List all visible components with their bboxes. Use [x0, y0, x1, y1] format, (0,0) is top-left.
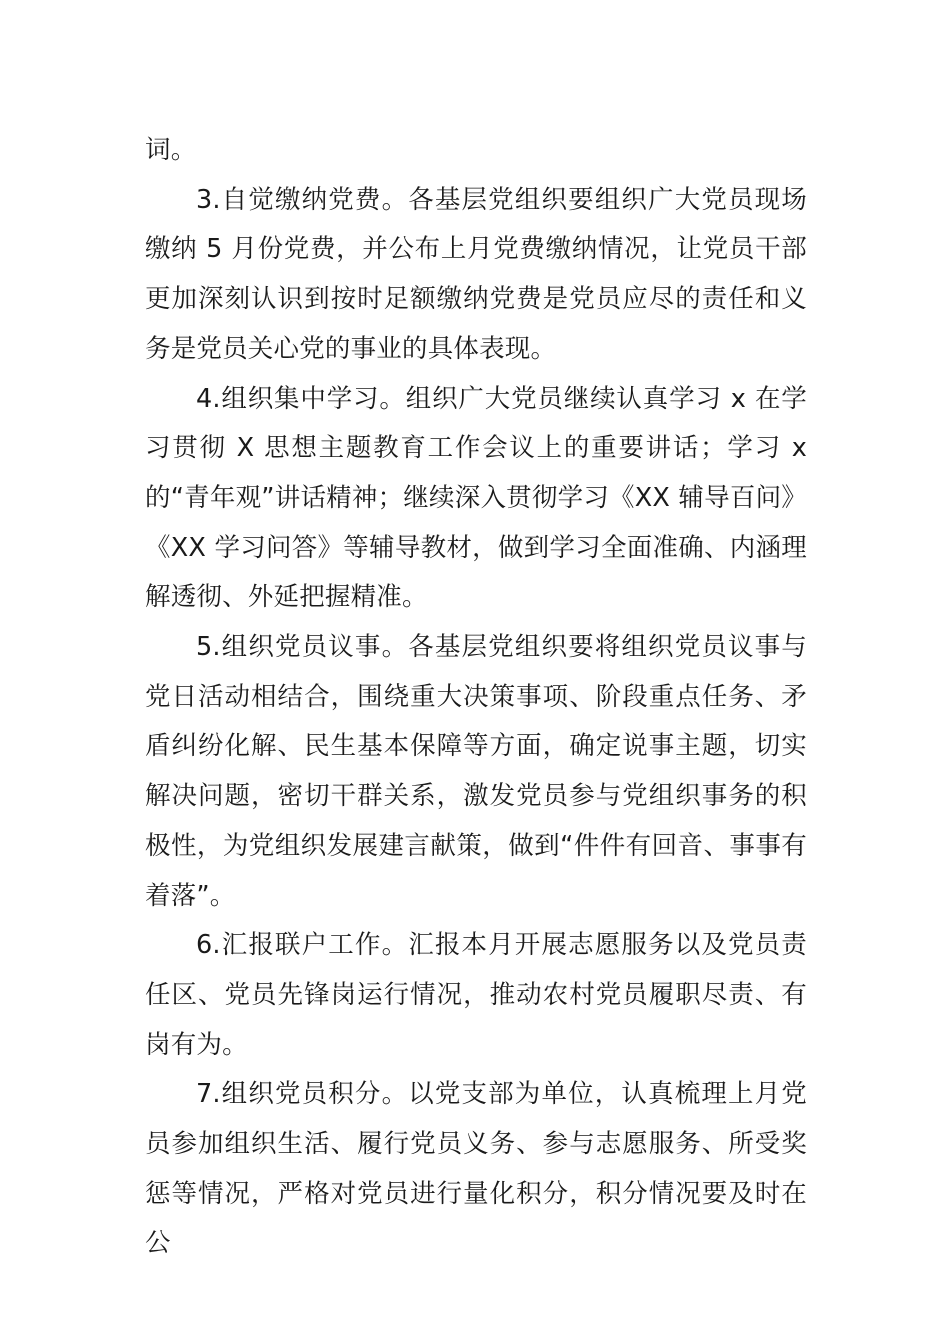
- document-body: [145, 126, 807, 1269]
- paragraph-item-5: 5.组织党员议事。各基层党组织要将组织党员议事与党日活动相结合，围绕重大决策事项、阶段重点任务、矛盾纠纷化解、民生基本保障等方面，确定说事主题，切实解决问题，密切干群关系，激发党员参与党组织事务的积极性，为党组织发展建言献策，做到“件件有回音、事事有着落”。: [145, 632, 807, 911]
- paragraph-item-3: 3.自觉缴纳党费。各基层党组织要组织广大党员现场缴纳 5 月份党费，并公布上月党费缴纳情况，让党员干部更加深刻认识到按时足额缴纳党费是党员应尽的责任和义务是党员关心党的事业的具体表现。: [145, 184, 807, 364]
- paragraph-item-4: 4.组织集中学习。组织广大党员继续认真学习 x 在学习贯彻 X 思想主题教育工作会议上的重要讲话；学习 x 的“青年观”讲话精神；继续深入贯彻学习《XX 辅导百问》《XX 学习问答》等辅导教材，做到学习全面准确、内涵理解透彻、外延把握精准。: [145, 383, 807, 613]
- paragraph-item-7: 7.组织党员积分。以党支部为单位，认真梳理上月党员参加组织生活、履行党员义务、参与志愿服务、所受奖惩等情况，严格对党员进行量化积分，积分情况要及时在公: [145, 1079, 807, 1259]
- paragraph-item-6: 6.汇报联户工作。汇报本月开展志愿服务以及党员责任区、党员先锋岗运行情况，推动农村党员履职尽责、有岗有为。: [145, 930, 807, 1060]
- paragraph-continuation: 词。: [145, 135, 197, 165]
